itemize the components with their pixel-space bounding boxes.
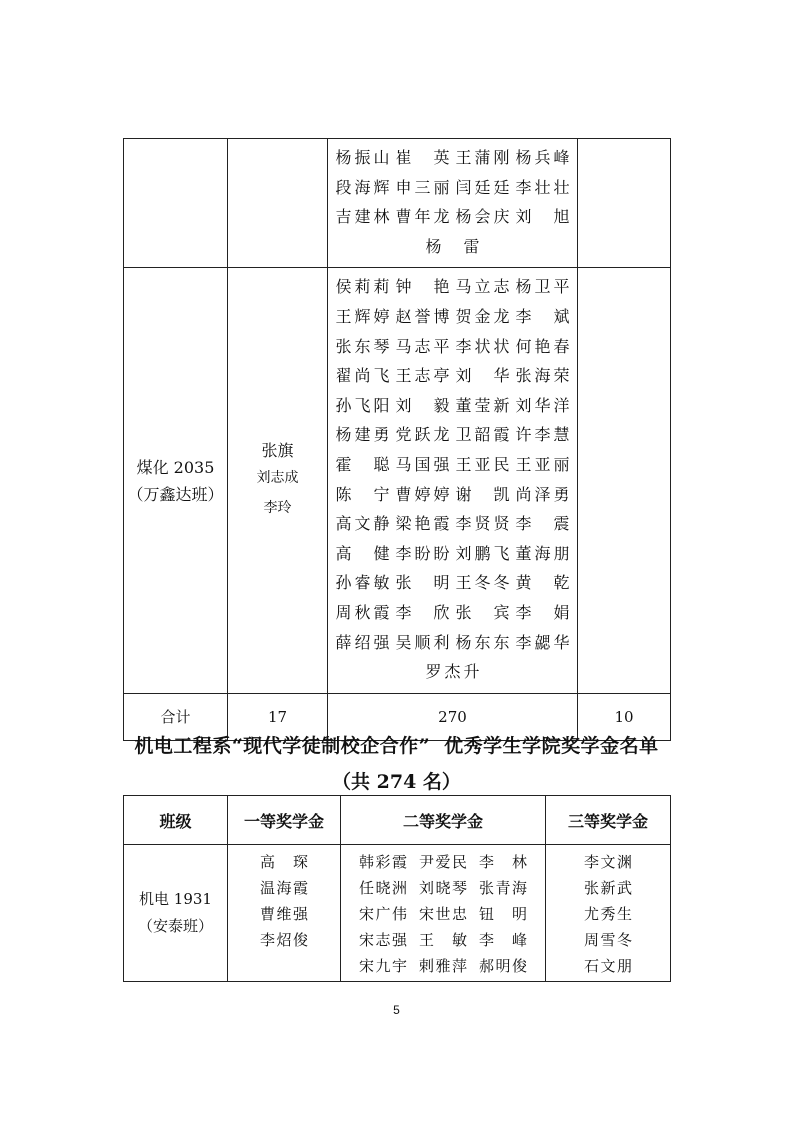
student-name: 刘鹏飞 (455, 543, 510, 563)
names-cell (328, 139, 578, 268)
total-third: 10 (578, 693, 671, 740)
student-name: 王亚丽 (515, 454, 570, 474)
teacher-name: 刘志成 (256, 469, 299, 486)
title-part-2: 优秀学生学院奖学金名单 (444, 735, 659, 757)
student-name: 陈 宁 (335, 484, 390, 504)
student-name: 周雪冬 (584, 931, 632, 949)
student-name: 马立志 (455, 277, 510, 297)
student-name: 贺金龙 (455, 306, 510, 326)
class-subname: （安泰班） (137, 917, 213, 935)
student-name: 杨 雷 (425, 236, 480, 256)
student-name: 吴顺利 (395, 632, 450, 652)
student-name: 孙睿敏 (335, 573, 390, 593)
student-name: 李状状 (455, 336, 510, 356)
header-class: 班级 (124, 796, 228, 845)
page-number: 5 (393, 1003, 400, 1017)
student-name: 董海朋 (515, 543, 570, 563)
teacher-name: 李玲 (263, 499, 292, 516)
student-name: 张 宾 (455, 602, 510, 622)
student-name: 王志亭 (395, 366, 450, 386)
class-cell (124, 139, 228, 268)
student-name: 高 琛 (260, 853, 308, 871)
student-name: 许李慧 (515, 425, 570, 445)
teacher-cell (228, 268, 328, 693)
student-name: 闫廷廷 (455, 177, 510, 197)
table-row (124, 139, 671, 268)
student-name: 孙飞阳 (335, 395, 390, 415)
award-table-continued (123, 138, 671, 741)
first-prize-cell (228, 845, 341, 982)
student-name: 剌雅萍 (419, 957, 467, 975)
name-row (334, 509, 571, 539)
student-name: 杨卫平 (515, 277, 570, 297)
student-name: 吉建林 (335, 207, 390, 227)
student-name: 刘晓琴 (419, 879, 467, 897)
header-row (124, 796, 671, 845)
table-row (124, 268, 671, 693)
student-name: 黄 乾 (515, 573, 570, 593)
student-name: 石文朋 (584, 957, 632, 975)
student-name: 侯莉莉 (335, 277, 390, 297)
student-name: 杨会庆 (455, 207, 510, 227)
name-row (334, 391, 571, 421)
student-name: 张新武 (584, 879, 632, 897)
student-name: 李 欣 (395, 602, 450, 622)
student-name: 曹婷婷 (395, 484, 450, 504)
class-subname: （万鑫达班） (127, 484, 224, 504)
student-name: 宋世忠 (419, 905, 467, 923)
name-row (334, 628, 571, 658)
name-row (334, 568, 571, 598)
document-subtitle: （共 274 名） (332, 771, 461, 793)
name-row (334, 272, 571, 302)
name-row (334, 450, 571, 480)
teacher-name: 张旗 (261, 440, 294, 460)
student-name: 尹爱民 (419, 853, 467, 871)
student-name: 刘华洋 (515, 395, 570, 415)
third-cell (578, 139, 671, 268)
student-name: 李 震 (515, 514, 570, 534)
student-name: 李 斌 (515, 306, 570, 326)
student-name: 董莹新 (455, 395, 510, 415)
total-label: 合计 (124, 693, 228, 740)
student-name: 尚泽勇 (515, 484, 570, 504)
student-name: 尤秀生 (584, 905, 632, 923)
class-cell (124, 845, 228, 982)
name-row (334, 361, 571, 391)
class-cell (124, 268, 228, 693)
student-name: 李文渊 (584, 853, 632, 871)
student-name: 高文静 (335, 514, 390, 534)
name-row (334, 480, 571, 510)
student-name: 周秋霞 (335, 602, 390, 622)
student-name: 李 峰 (479, 931, 527, 949)
student-name: 温海霞 (260, 879, 308, 897)
student-name: 宋志强 (359, 931, 407, 949)
student-name: 党跃龙 (395, 425, 450, 445)
class-name: 煤化 2035 (136, 457, 215, 477)
header-third-prize: 三等奖学金 (546, 796, 671, 845)
student-name: 王冬冬 (455, 573, 510, 593)
student-name: 任晓洲 (359, 879, 407, 897)
student-name: 薛绍强 (335, 632, 390, 652)
student-name: 张 明 (395, 573, 450, 593)
student-name: 王亚民 (455, 454, 510, 474)
name-row (341, 875, 545, 901)
name-row (334, 143, 571, 173)
header-first-prize: 一等奖学金 (228, 796, 341, 845)
student-name: 赵誉博 (395, 306, 450, 326)
student-name: 李 林 (479, 853, 527, 871)
name-row (334, 302, 571, 332)
student-name: 李 娟 (515, 602, 570, 622)
document-title (0, 731, 793, 758)
table-row (124, 845, 671, 982)
student-name: 申三丽 (395, 177, 450, 197)
class-name: 机电 1931 (139, 890, 212, 908)
title-part-1: 机电工程系“现代学徒制校企合作” (134, 735, 431, 757)
scholarship-table (123, 795, 671, 982)
third-cell (578, 268, 671, 693)
student-name: 李勰华 (515, 632, 570, 652)
name-row (334, 539, 571, 569)
student-name: 马志平 (395, 336, 450, 356)
name-row (334, 598, 571, 628)
student-name: 梁艳霞 (395, 514, 450, 534)
student-name: 罗杰升 (425, 662, 480, 682)
student-name: 刘 华 (455, 366, 510, 386)
name-row (334, 232, 571, 262)
student-name: 钮 明 (479, 905, 527, 923)
student-name: 高 健 (335, 543, 390, 563)
student-name: 王 敏 (419, 931, 467, 949)
name-row (334, 332, 571, 362)
student-name: 韩彩霞 (359, 853, 407, 871)
student-name: 杨兵峰 (515, 148, 570, 167)
student-name: 曹年龙 (395, 207, 450, 227)
student-name: 曹维强 (260, 905, 308, 923)
student-name: 郝明俊 (479, 957, 527, 975)
student-name: 钟 艳 (395, 277, 450, 297)
student-name: 张青海 (479, 879, 527, 897)
name-row (334, 202, 571, 232)
student-name: 王辉婷 (335, 306, 390, 326)
student-name: 谢 凯 (455, 484, 510, 504)
name-row (334, 420, 571, 450)
student-name: 杨建勇 (335, 425, 390, 445)
second-prize-cell (341, 845, 546, 982)
student-name: 李炤俊 (260, 931, 308, 949)
student-name: 张东琴 (335, 336, 390, 356)
total-second: 270 (328, 693, 578, 740)
student-name: 刘 毅 (395, 395, 450, 415)
student-name: 杨东东 (455, 632, 510, 652)
name-row (341, 953, 545, 979)
student-name: 李贤贤 (455, 514, 510, 534)
student-name: 崔 英 (395, 148, 450, 167)
student-name: 段海辉 (335, 177, 390, 197)
student-name: 翟尚飞 (335, 366, 390, 386)
student-name: 王蒲刚 (455, 148, 510, 167)
name-row (334, 173, 571, 203)
teacher-cell (228, 139, 328, 268)
names-cell (328, 268, 578, 693)
student-name: 张海荣 (515, 366, 570, 386)
header-second-prize: 二等奖学金 (341, 796, 546, 845)
name-row (341, 927, 545, 953)
name-row (341, 901, 545, 927)
name-row (334, 657, 571, 687)
student-name: 霍 聪 (335, 454, 390, 474)
student-name: 宋广伟 (359, 905, 407, 923)
student-name: 刘 旭 (515, 207, 570, 227)
student-name: 何艳春 (515, 336, 570, 356)
total-first: 17 (228, 693, 328, 740)
student-name: 卫韶霞 (455, 425, 510, 445)
student-name: 马国强 (395, 454, 450, 474)
student-name: 杨振山 (335, 148, 390, 167)
student-name: 宋九宇 (359, 957, 407, 975)
student-name: 李盼盼 (395, 543, 450, 563)
third-prize-cell (546, 845, 671, 982)
student-name: 李壮壮 (515, 177, 570, 197)
name-row (341, 849, 545, 875)
